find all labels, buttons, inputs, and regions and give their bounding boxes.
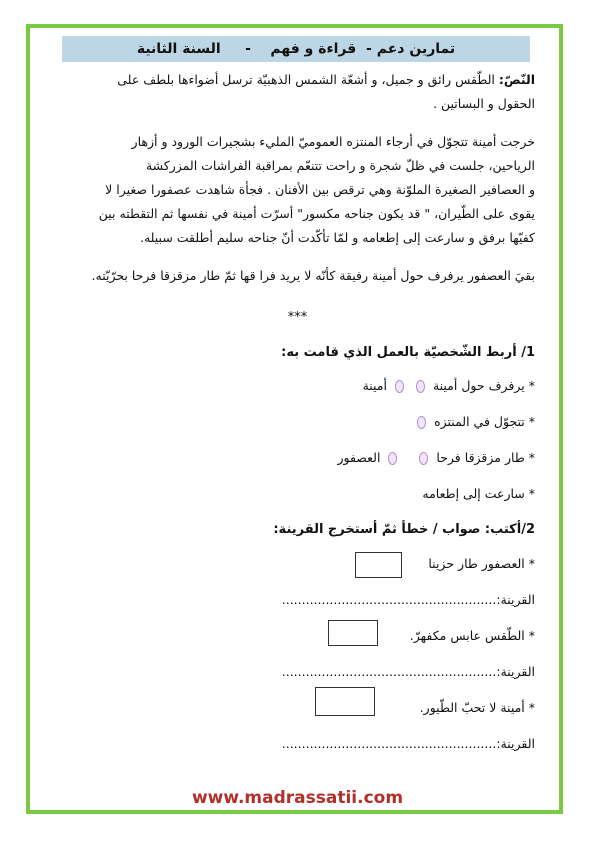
q2-statement: * أمينة لا تحبّ الطّيور.	[419, 700, 535, 715]
clue-blank[interactable]: ......................................................	[281, 664, 497, 679]
passage-line: الرياحين، جلست في ظلّ شجرة و راحت تتنعّم بمراقبة الفراشات المزركشة	[145, 158, 535, 173]
match-dot-left[interactable]	[417, 416, 426, 429]
q1-row	[363, 378, 535, 393]
passage-line: الحقول و البساتين .	[433, 96, 535, 111]
clue-blank[interactable]: ......................................................	[281, 736, 497, 751]
match-dot-left[interactable]	[416, 380, 425, 393]
q2-clue-line: القرينة:......................................................	[281, 664, 535, 679]
q2-title: 2/أكتب: صواب / خطأ ثمّ أستخرج القرينة:	[273, 522, 535, 537]
q1-title: 1/ أربط الشّخصيّة بالعمل الذي قامت به:	[281, 345, 535, 360]
passage-line: كفيّها برفق و سارعت إلى إطعامه و لمّا تأكّدت أنّ جناحه سليم أطلقت سبيله.	[139, 230, 535, 245]
q1-character: العصفور	[337, 450, 381, 465]
passage-line: خرجت أمينة تتجوّل في أرجاء المنتزه العموميّ المليء بشجيرات الورود و أزهار	[131, 134, 535, 149]
q2-clue-line: القرينة:......................................................	[281, 736, 535, 751]
q2-clue-line: القرينة:......................................................	[281, 592, 535, 607]
separator-stars: ***	[287, 310, 308, 325]
q1-row	[413, 414, 535, 429]
q1-row: * سارعت إلى إطعامه	[422, 486, 535, 501]
passage-line: بقيَ العصفور يرفرف حول أمينة رفيقة كأنّه لا يريد فرا قها ثمّ طار مزقزقا فرحا بحرّيّته.	[91, 268, 535, 283]
answer-box[interactable]	[355, 552, 402, 578]
clue-blank[interactable]: ......................................................	[281, 592, 497, 607]
answer-box[interactable]	[315, 687, 375, 716]
match-dot-right[interactable]	[395, 380, 404, 393]
passage-line: يقوى على الطّيران، " قد يكون جناحه مكسور" أسرّت أمينة في نفسها ثم التقطته بين	[98, 206, 535, 221]
q1-action: * يرفرف حول أمينة	[432, 378, 535, 393]
q2-statement: * الطّقس عابس مكفهرّ.	[409, 628, 535, 643]
match-dot-left[interactable]	[419, 452, 428, 465]
passage-line: النّصّ: الطّقس رائق و جميل، و أشعّة الشمس الذهبيّة ترسل أضواءها بلطف على	[117, 72, 535, 87]
q1-character: أمينة	[362, 378, 387, 393]
passage-label: النّصّ:	[498, 72, 535, 87]
match-dot-right[interactable]	[388, 452, 397, 465]
site-logo-text[interactable]: www.madrassatii.com	[191, 788, 404, 808]
passage-line: و العصافير الصغيرة الملوّنة وهي ترقص بين الأفنان . فجأة شاهدت عصفورا صغيرا لا	[105, 182, 535, 197]
worksheet-title: تمارين دعم - قراءة و فهم - السنة الثانية	[62, 36, 530, 62]
q1-action: * تتجوّل في المنتزه	[434, 414, 535, 429]
q1-action: * طار مزقزقا فرحا	[436, 450, 535, 465]
answer-box[interactable]	[328, 620, 378, 646]
q1-row	[337, 450, 535, 465]
q2-statement: * العصفور طار حزينا	[428, 556, 535, 571]
